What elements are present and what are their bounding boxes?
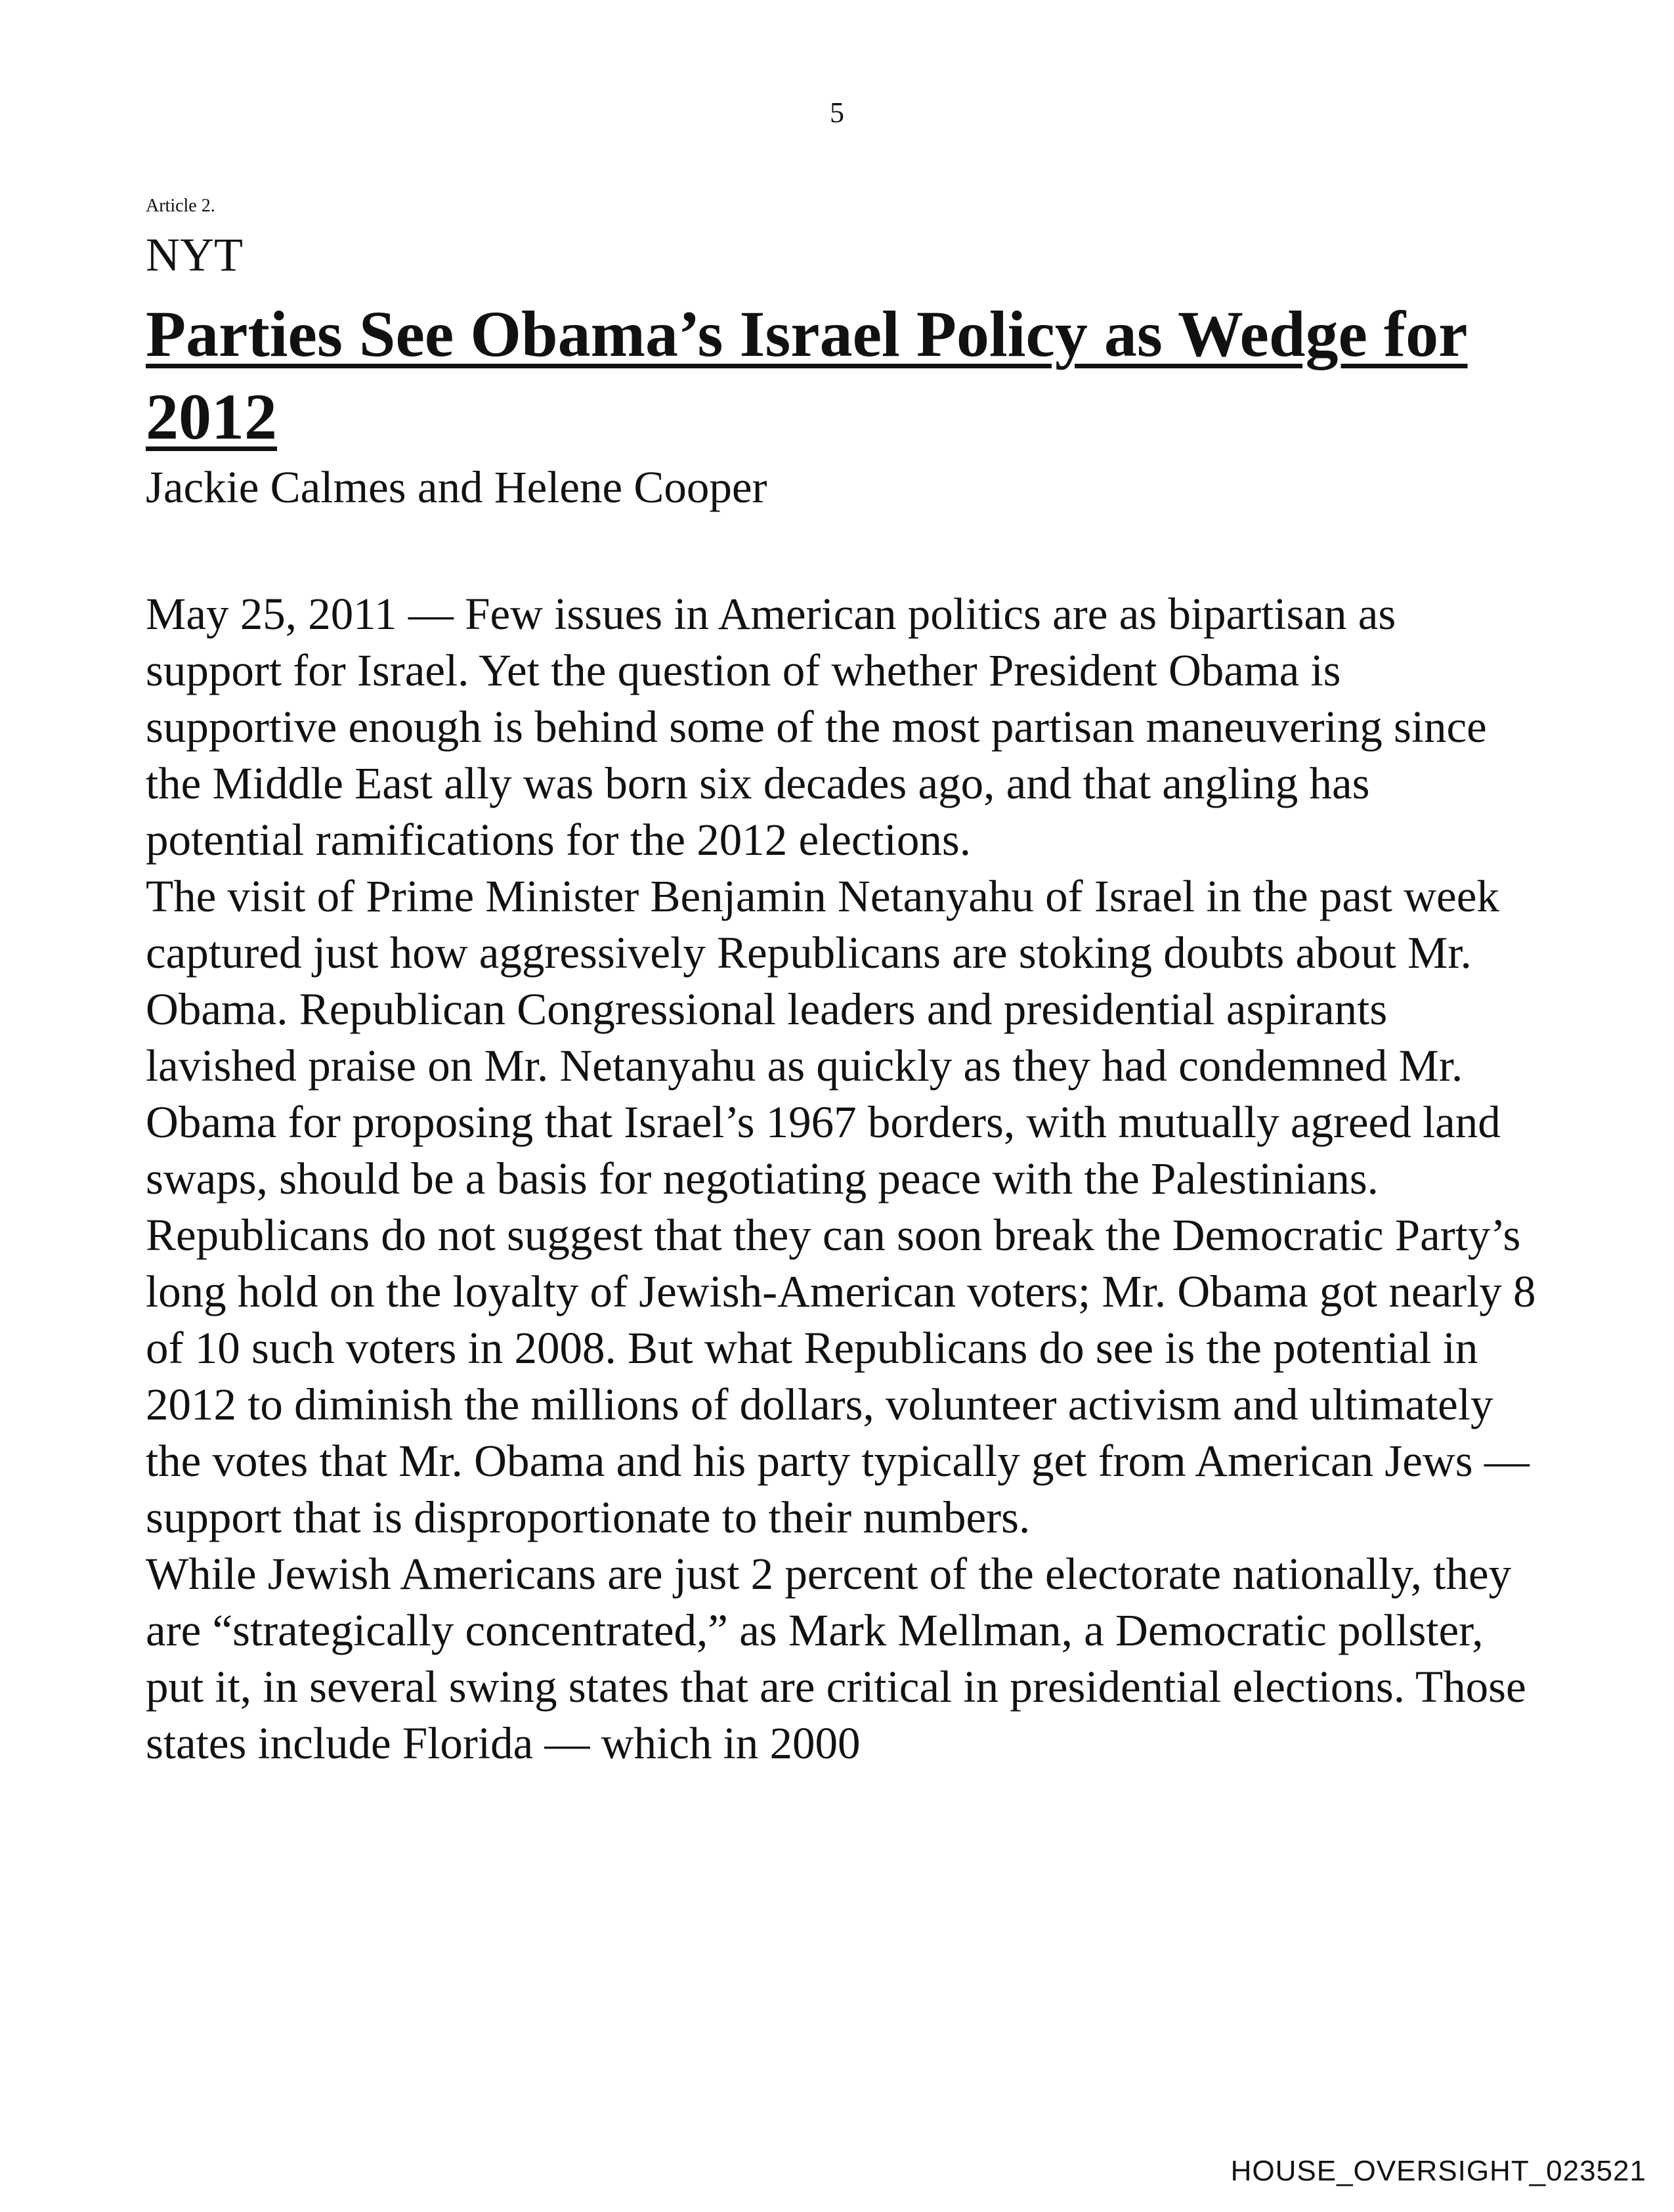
article-headline [146, 293, 1524, 458]
article-paragraph-3: Republicans do not suggest that they can soon break the Democratic Party’s long hold on the loyalty of Jewish-American voters; Mr. Obama got nearly 8 of 10 such voters in 2008. But what Republicans do see is the potential in 2012 to diminish the millions of dollars, volunteer activism and ultimately the votes that Mr. Obama and his party typically get from American Jews — support that is disproportionate to their numbers. [146, 1210, 1536, 1542]
article-headline-text: Parties See Obama’s Israel Policy as Wedge for 2012 [146, 297, 1468, 453]
article-paragraph-2: The visit of Prime Minister Benjamin Netanyahu of Israel in the past week captured just how aggressively Republicans are stoking doubts about Mr. Obama. Republican Congressional leaders and presidential aspirants lavished praise on Mr. Netanyahu as quickly as they had condemned Mr. Obama for proposing that Israel’s 1967 borders, with mutually agreed land swaps, should be a basis for negotiating peace with the Palestinians. [146, 871, 1501, 1204]
publication-source: NYT [146, 228, 243, 281]
article-paragraph-1: May 25, 2011 — Few issues in American politics are as bipartisan as support for Israel. Yet the question of whether President Obama is supportive enough is behind some of the most partisan maneuvering since the Middle East ally was born six decades ago, and that angling has potential ramifications for the 2012 elections. [146, 589, 1487, 865]
article-label: Article 2. [146, 196, 215, 216]
article [146, 197, 1537, 1771]
page-number: 5 [830, 97, 844, 129]
article-paragraph-4: While Jewish Americans are just 2 percent of the electorate nationally, they are “strategically concentrated,” as Mark Mellman, a Democratic pollster, put it, in several swing states that are critical in presidential elections. Those states include Florida — which in 2000 [146, 1549, 1526, 1768]
article-body [146, 586, 1537, 1771]
article-byline: Jackie Calmes and Helene Cooper [146, 462, 767, 512]
bates-number: HOUSE_OVERSIGHT_023521 [1230, 2155, 1646, 2187]
